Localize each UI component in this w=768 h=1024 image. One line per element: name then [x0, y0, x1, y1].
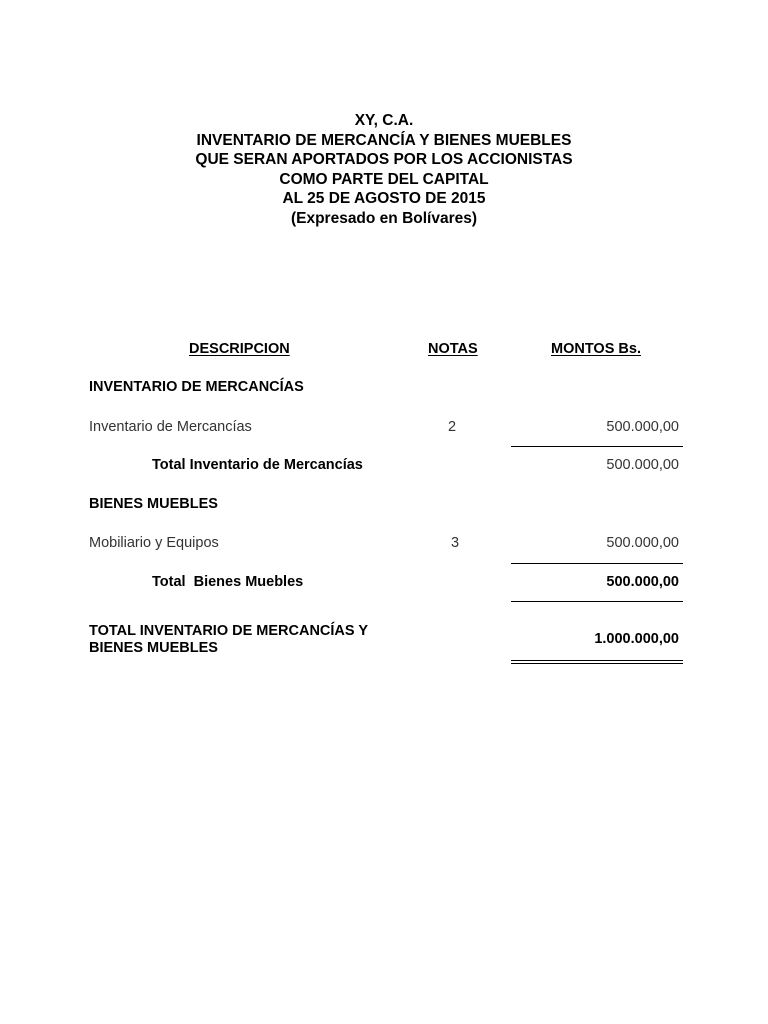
title-line-3: COMO PARTE DEL CAPITAL: [279, 170, 489, 188]
total-label-furniture: Total Bienes Muebles: [152, 574, 304, 590]
total-rule-furniture: [511, 601, 683, 602]
furniture-item-note: 3: [450, 535, 460, 551]
subtotal-rule-inventory: [511, 446, 683, 447]
section-title-inventory: INVENTARIO DE MERCANCÍAS: [89, 379, 304, 395]
grand-total-amount: 1.000.000,00: [594, 631, 679, 647]
inventory-item-label: Inventario de Mercancías: [89, 419, 252, 435]
document-title-block: [0, 111, 768, 228]
company-name: XY, C.A.: [354, 112, 414, 129]
inventory-item-amount: 500.000,00: [606, 419, 679, 435]
grand-total-label-line-1: TOTAL INVENTARIO DE MERCANCÍAS Y: [89, 623, 369, 639]
column-header-description: DESCRIPCION: [189, 341, 290, 357]
column-header-amounts: MONTOS Bs.: [551, 341, 641, 357]
furniture-item-amount: 500.000,00: [606, 535, 679, 551]
inventory-item-note: 2: [447, 419, 457, 435]
double-rule-top: [511, 660, 683, 661]
section-title-furniture: BIENES MUEBLES: [89, 496, 218, 512]
currency-note: (Expresado en Bolívares): [290, 209, 478, 227]
title-line-1: INVENTARIO DE MERCANCÍA Y BIENES MUEBLES: [196, 131, 572, 149]
total-label-inventory: Total Inventario de Mercancías: [152, 457, 363, 473]
subtotal-rule-furniture: [511, 563, 683, 564]
furniture-item-label: Mobiliario y Equipos: [89, 535, 219, 551]
total-amount-inventory: 500.000,00: [606, 457, 679, 473]
double-rule-bottom: [511, 663, 683, 664]
grand-total-label-line-2: BIENES MUEBLES: [89, 640, 218, 656]
title-line-2: QUE SERAN APORTADOS POR LOS ACCIONISTAS: [195, 151, 573, 168]
report-date: AL 25 DE AGOSTO DE 2015: [282, 190, 486, 207]
column-header-notes: NOTAS: [428, 341, 478, 357]
total-amount-furniture: 500.000,00: [606, 574, 679, 590]
